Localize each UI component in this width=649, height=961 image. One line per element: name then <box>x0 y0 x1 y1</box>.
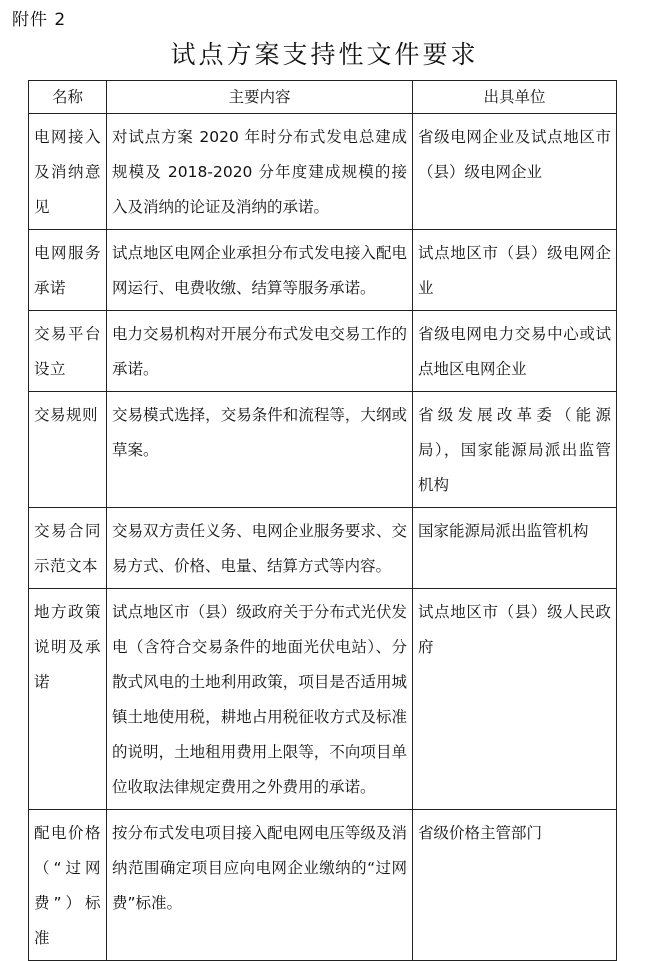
table-row <box>29 589 617 810</box>
row-issuer: 省级价格主管部门 <box>413 810 617 961</box>
column-header-content: 主要内容 <box>107 81 413 114</box>
row-issuer: 国家能源局派出监管机构 <box>413 508 617 589</box>
table-row <box>29 810 617 961</box>
row-issuer: 省级电网企业及试点地区市（县）级电网企业 <box>413 114 617 230</box>
row-name: 配电价格（“过网费”）标准 <box>29 810 107 961</box>
row-content: 试点地区电网企业承担分布式发电接入配电网运行、电费收缴、结算等服务承诺。 <box>107 230 413 311</box>
row-content: 电力交易机构对开展分布式发电交易工作的承诺。 <box>107 311 413 392</box>
column-header-issuer: 出具单位 <box>413 81 617 114</box>
table-row <box>29 114 617 230</box>
requirements-table <box>28 80 617 961</box>
row-name: 电网服务承诺 <box>29 230 107 311</box>
table-row <box>29 508 617 589</box>
row-issuer: 省级电网电力交易中心或试点地区电网企业 <box>413 311 617 392</box>
row-name: 交易平台设立 <box>29 311 107 392</box>
row-issuer: 试点地区市（县）级人民政府 <box>413 589 617 810</box>
row-issuer: 试点地区市（县）级电网企业 <box>413 230 617 311</box>
row-name: 电网接入及消纳意见 <box>29 114 107 230</box>
row-content: 试点地区市（县）级政府关于分布式光伏发电（含符合交易条件的地面光伏电站）、分散式风电的土地利用政策，项目是否适用城镇土地使用税，耕地占用税征收方式及标准的说明，土地租用费用上限等，不向项目单位收取法律规定费用之外费用的承诺。 <box>107 589 413 810</box>
row-content: 按分布式发电项目接入配电网电压等级及消纳范围确定项目应向电网企业缴纳的“过网费”标准。 <box>107 810 413 961</box>
row-name: 交易合同示范文本 <box>29 508 107 589</box>
row-content: 交易模式选择，交易条件和流程等，大纲或草案。 <box>107 392 413 508</box>
table-row <box>29 230 617 311</box>
row-name: 交易规则 <box>29 392 107 508</box>
table-row <box>29 392 617 508</box>
table-row <box>29 311 617 392</box>
row-name: 地方政策说明及承诺 <box>29 589 107 810</box>
row-issuer: 省级发展改革委（能源局），国家能源局派出监管机构 <box>413 392 617 508</box>
document-title: 试点方案支持性文件要求 <box>170 40 479 69</box>
column-header-name: 名称 <box>29 81 107 114</box>
row-content: 对试点方案 2020 年时分布式发电总建成规模及 2018-2020 分年度建成规模的接入及消纳的论证及消纳的承诺。 <box>107 114 413 230</box>
attachment-label: 附件 2 <box>12 10 67 30</box>
table-header-row <box>29 81 617 114</box>
row-content: 交易双方责任义务、电网企业服务要求、交易方式、价格、电量、结算方式等内容。 <box>107 508 413 589</box>
